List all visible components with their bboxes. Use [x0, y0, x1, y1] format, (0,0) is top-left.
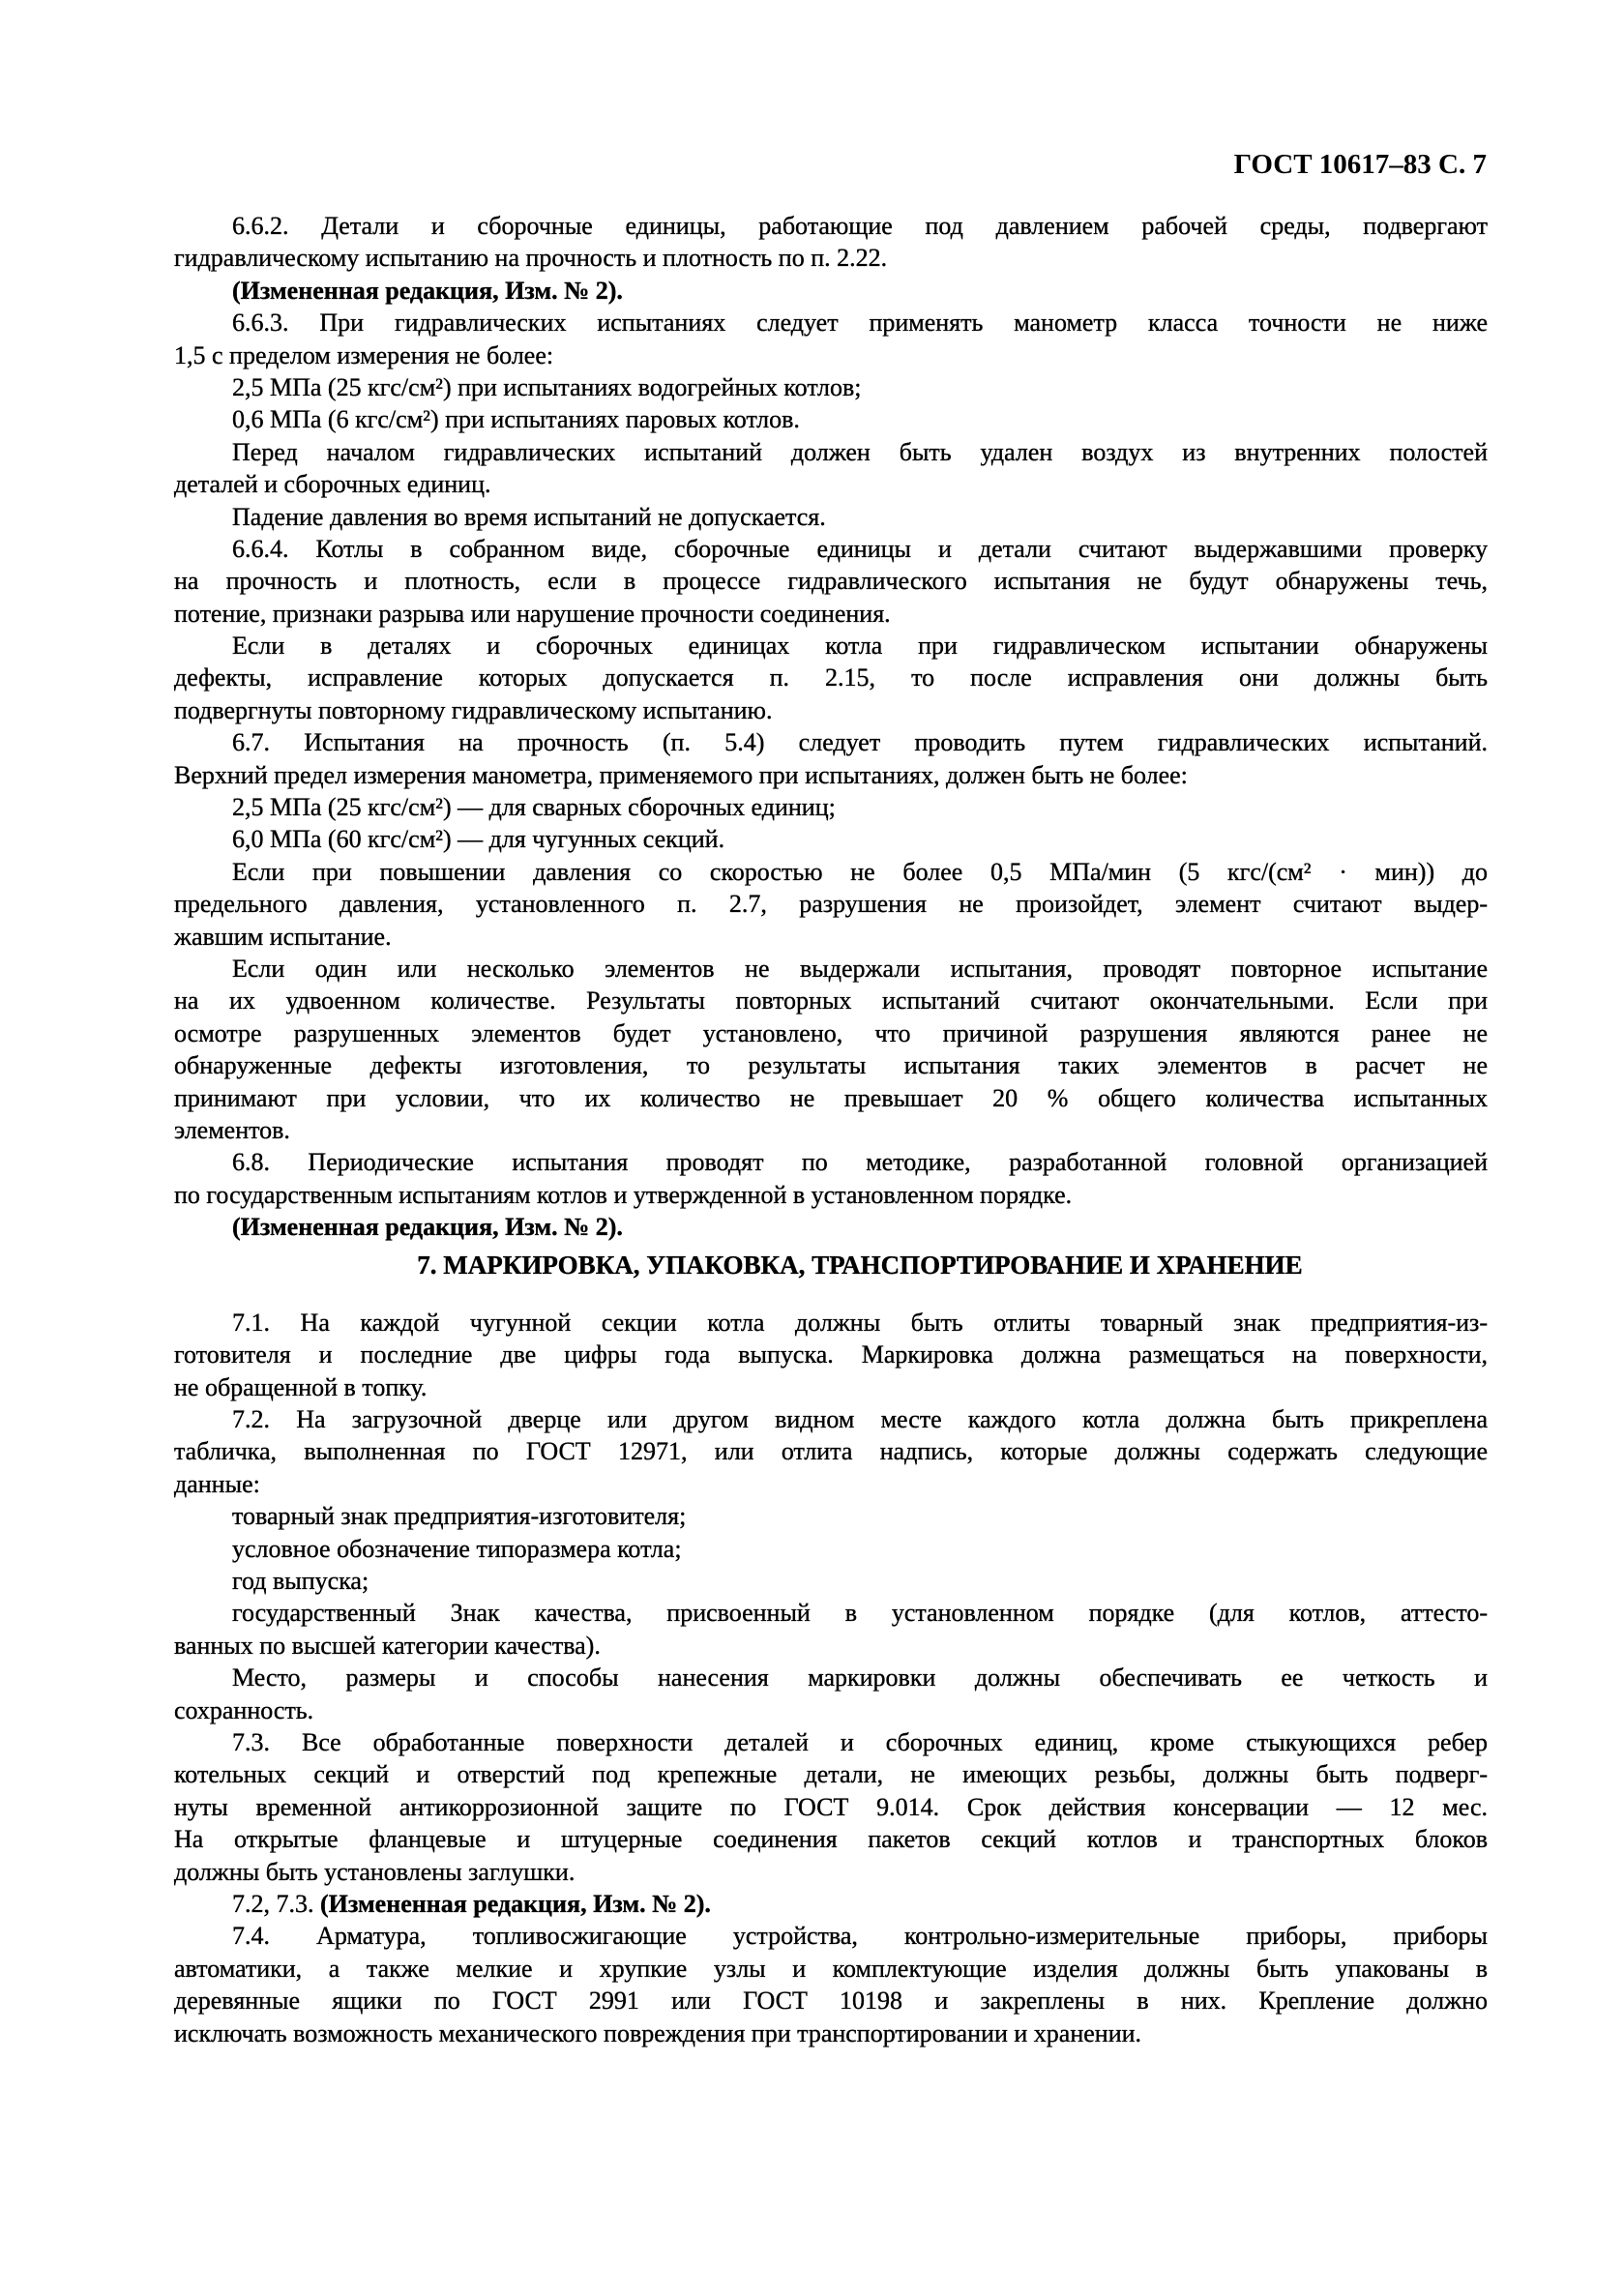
paragraph — [174, 533, 1488, 630]
paragraph — [174, 1726, 1488, 1888]
paragraph — [174, 436, 1488, 501]
section-heading: 7. МАРКИРОВКА, УПАКОВКА, ТРАНСПОРТИРОВАНИЕ И ХРАНЕНИЕ — [417, 1250, 1303, 1280]
text-line: деталей и сборочных единиц. — [174, 470, 491, 499]
text-line: 6.7. Испытания на прочность (п. 5.4) следует проводить путем гидравлических испытаний. — [232, 728, 1488, 757]
text-line: сохранность. — [174, 1695, 314, 1724]
paragraph — [174, 823, 1488, 855]
text-line: Если один или несколько элементов не выдержали испытания, проводят повторное испытание — [232, 954, 1488, 983]
text-line: исключать возможность механического повреждения при транспортировании и хранении. — [174, 2018, 1142, 2047]
text-line: нуты временной антикоррозионной защите по ГОСТ 9.014. Срок действия консервации — 12 мес. — [174, 1792, 1488, 1821]
paragraph — [174, 1403, 1488, 1500]
text-line: 7.3. Все обработанные поверхности деталей и сборочных единиц, кроме стыкующихся ребер — [232, 1727, 1488, 1756]
paragraph — [174, 1500, 1488, 1532]
text-line: 7.4. Арматура, топливосжигающие устройства, контрольно-измерительные приборы, приборы — [232, 1922, 1488, 1951]
text-line: ванных по высшей категории качества). — [174, 1631, 601, 1660]
text-line: 7.2. На загрузочной дверце или другом видном месте каждого котла должна быть прикреплена — [232, 1405, 1488, 1434]
text-line: 2,5 МПа (25 кгс/см²) — для сварных сборочных единиц; — [232, 793, 836, 822]
text-line: условное обозначение типоразмера котла; — [232, 1534, 682, 1563]
text-line: котельных секций и отверстий под крепежные детали, не имеющих резьбы, должны быть подверг- — [174, 1760, 1488, 1789]
text-line: автоматики, а также мелкие и хрупкие узлы и комплектующие изделия должны быть упакованы в — [174, 1954, 1488, 1983]
text-line: Если в деталях и сборочных единицах котла при гидравлическом испытании обнаружены — [232, 632, 1488, 661]
text-line: 6.8. Периодические испытания проводят по методике, разработанной головной организацией — [232, 1148, 1488, 1177]
paragraph — [174, 856, 1488, 953]
paragraph — [174, 630, 1488, 726]
text-line: должны быть установлены заглушки. — [174, 1857, 576, 1886]
text-line: по государственным испытаниям котлов и утвержденной в установленном порядке. — [174, 1180, 1073, 1209]
text-line: 6,0 МПа (60 кгс/см²) — для чугунных секций. — [232, 825, 725, 854]
text-line: 1,5 с пределом измерения не более: — [174, 340, 554, 369]
amendment-note — [174, 1211, 1488, 1243]
paragraph — [174, 403, 1488, 435]
text-line: табличка, выполненная по ГОСТ 12971, или отлита надпись, которые должны содержать следующие — [174, 1437, 1488, 1466]
page-header: ГОСТ 10617–83 С. 7 — [1233, 149, 1487, 180]
text-line: готовителя и последние две цифры года выпуска. Маркировка должна размещаться на поверхности, — [174, 1340, 1488, 1369]
text-line: 6.6.3. При гидравлических испытаниях следует применять манометр класса точности не ниже — [232, 309, 1488, 338]
text-line: гидравлическому испытанию на прочность и плотность по п. 2.22. — [174, 244, 888, 273]
paragraph — [174, 1533, 1488, 1565]
text-line: Перед началом гидравлических испытаний должен быть удален воздух из внутренних полостей — [232, 437, 1488, 466]
text-line: Падение давления во время испытаний не допускается. — [232, 502, 826, 531]
amendment-note: (Измененная редакция, Изм. № 2). — [320, 1889, 711, 1918]
paragraph — [174, 210, 1488, 275]
text-line: осмотре разрушенных элементов будет установлено, что причиной разрушения являются ранее не — [174, 1018, 1488, 1047]
paragraph — [174, 1920, 1488, 2049]
amendment-note — [174, 275, 1488, 307]
text-line: 0,6 МПа (6 кгс/см²) при испытаниях паровых котлов. — [232, 405, 800, 434]
paragraph — [174, 307, 1488, 371]
text-line: потение, признаки разрыва или нарушение прочности соединения. — [174, 599, 891, 628]
text-line: 6.6.2. Детали и сборочные единицы, работающие под давлением рабочей среды, подвергают — [232, 212, 1488, 240]
text-line: деревянные ящики по ГОСТ 2991 или ГОСТ 10198 и закреплены в них. Крепление должно — [174, 1987, 1488, 2016]
paragraph — [174, 1565, 1488, 1597]
text-line: не обращенной в топку. — [174, 1372, 428, 1401]
text-line: элементов. — [174, 1115, 290, 1144]
text-line: Верхний предел измерения манометра, применяемого при испытаниях, должен быть не более: — [174, 760, 1188, 789]
paragraph — [174, 1146, 1488, 1211]
paragraph — [174, 371, 1488, 403]
text-line: товарный знак предприятия-изготовителя; — [232, 1502, 687, 1531]
text-line: принимают при условии, что их количество не превышает 20 % общего количества испытанных — [174, 1083, 1488, 1112]
text-line: предельного давления, установленного п. 2.7, разрушения не произойдет, элемент считают выдер- — [174, 890, 1488, 919]
paragraph — [174, 1597, 1488, 1662]
text-line: обнаруженные дефекты изготовления, то результаты испытания таких элементов в расчет не — [174, 1051, 1488, 1080]
paragraph — [174, 1307, 1488, 1403]
text-segment: 7.2, 7.3. — [232, 1889, 320, 1918]
text-line: (Измененная редакция, Изм. № 2). — [232, 1213, 623, 1242]
paragraph — [174, 791, 1488, 823]
text-line: 6.6.4. Котлы в собранном виде, сборочные единицы и детали считают выдержавшими проверку — [232, 534, 1488, 563]
text-line: жавшим испытание. — [174, 922, 392, 951]
text-line: 2,5 МПа (25 кгс/см²) при испытаниях водогрейных котлов; — [232, 372, 862, 401]
paragraph — [174, 1662, 1488, 1726]
text-line: данные: — [174, 1469, 260, 1498]
paragraph — [174, 953, 1488, 1146]
text-line: год выпуска; — [232, 1567, 369, 1596]
document-body — [174, 210, 1488, 2049]
text-line: На открытые фланцевые и штуцерные соединения пакетов секций котлов и транспортных блоков — [174, 1825, 1488, 1854]
text-line: Место, размеры и способы нанесения маркировки должны обеспечивать ее четкость и — [232, 1663, 1488, 1693]
text-line: Если при повышении давления со скоростью не более 0,5 МПа/мин (5 кгс/(см² · мин)) до — [232, 857, 1488, 886]
paragraph — [174, 501, 1488, 533]
text-line: подвергнуты повторному гидравлическому испытанию. — [174, 695, 773, 724]
text-line: на прочность и плотность, если в процессе гидравлического испытания не будут обнаружены течь, — [174, 567, 1488, 596]
paragraph — [174, 1888, 1488, 1920]
text-line: 7.1. На каждой чугунной секции котла должны быть отлиты товарный знак предприятия-из- — [232, 1308, 1488, 1337]
text-line: (Измененная редакция, Изм. № 2). — [232, 276, 623, 305]
text-line: дефекты, исправление которых допускается п. 2.15, то после исправления они должны быть — [174, 663, 1488, 692]
text-line: на их удвоенном количестве. Результаты повторных испытаний считают окончательными. Если при — [174, 986, 1488, 1016]
paragraph — [174, 726, 1488, 791]
text-line: государственный Знак качества, присвоенный в установленном порядке (для котлов, аттесто- — [232, 1599, 1488, 1628]
text-line — [174, 1888, 1488, 1920]
